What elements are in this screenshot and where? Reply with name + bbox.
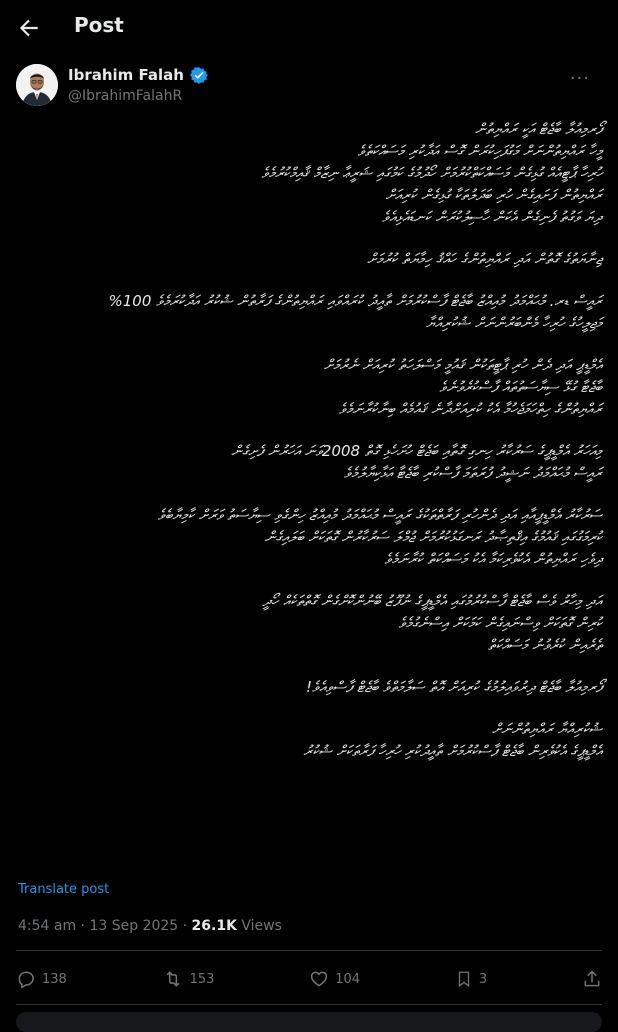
like-button[interactable] [309, 969, 360, 989]
heart-icon [309, 969, 329, 989]
share-icon [582, 969, 602, 989]
translate-post-link[interactable]: Translate post [18, 882, 110, 897]
author-row [16, 64, 602, 112]
post-paragraph-9: ޝުކުރިއްޔާ ރައްޔިތުންނަށް އެމްޑީޕީގެ އެކުވެރިން ބާޖެޓް ފާސްކުރުމަށް ތާއީދުކުރި ހުރިހާ ފަރާތަކަށް ޝުކުރު [303, 720, 602, 760]
share-button[interactable] [582, 969, 602, 989]
more-options-icon[interactable]: ··· [569, 68, 590, 89]
views-label: Views [236, 918, 282, 934]
repost-icon [162, 969, 184, 989]
post-text [18, 118, 602, 878]
avatar-portrait-icon [16, 64, 58, 106]
post-paragraph-1: ފޯރމިއުލާ ބާޖެޓް އަކީ ރައްޔިތުން މީހާ ރައްޔިތުންނަށް މަގުފަހިކުރަން ގޮސް އަދާކުރި މަސައްކަތެވެ ހުރިހާ ޕާޓީއެއް ގުޅިގެން މަސައްކަތްކުރުމަށް ހޯދުމުގެ ކަމުގައި ޝަރީޢާ ނިޒާމް ޤާއިމްކުރުމެވެ ރައްޔިތުން ފަށައިގެން ހުރި ބަދަލުތަކާ ގުޅިގެން ކުރިއަށް ދިޔަ ވަގުތު ފެނިގެން އެކަން ހާސިލުކުރަން ކަނޑައެޅިއެވެ [261, 120, 602, 226]
reply-composer[interactable] [16, 1012, 602, 1032]
like-count: 104 [335, 971, 361, 987]
reply-icon [16, 969, 36, 989]
author-name-row [68, 66, 208, 84]
page-title: Post [74, 13, 124, 37]
reply-count: 138 [42, 971, 67, 987]
verified-badge-icon [190, 66, 208, 84]
divider-top [16, 950, 602, 951]
avatar[interactable] [16, 64, 58, 106]
post-paragraph-7: އަދި މިހާރު ވެސް ބާޖެޓް ފާސްކުރުމުގައި އެމްޑީޕީގެ ނުފޫޒު ބޭނުންކޮށްގެން ގޮތްތަކެއް ހޯދީ ކުރިން ގޮތަކަށް ވިސްނައިގެން ކަމަކަށް އިސްނެގުމެވެ ތެރެއިން ކުރެވުނު މަސައްކަތް [262, 592, 602, 654]
post-timestamp[interactable]: 4:54 am · 13 Sep 2025 · [18, 918, 192, 934]
action-bar [16, 962, 602, 996]
post-paragraph-2: ޖިނާޔަތުގެ ގޮތުން އަދި ރައްޔިތުންގެ ހައްޤު ހިމާޔަތް ކުރުމަށް [367, 250, 602, 268]
views-count: 26.1K [191, 918, 237, 934]
author-handle[interactable]: @IbrahimFalahR [68, 88, 183, 104]
divider-bottom [16, 1004, 602, 1005]
post-paragraph-3: ރައީސް ޑރ. މުޙައްމަދު މުއިއްޒު ބާޖެޓް ފާސްކުރުމަށް ތާއީދު ކުރައްވައި ރައްޔިތުންގެ ފަރާތުން ޝުކުރު އަދާކުރަމެވެ 100% މަޖިލީހުގެ ހުރިހާ މެންބަރުންނަށް ޝުކުރިއްޔާ [108, 292, 602, 332]
top-bar [0, 0, 618, 56]
post-paragraph-8: ފޯރމިއުލާ ބާޖެޓް ދިރުވައިލުމުގެ ކުރިއަށް އޮތް ސަލާމަތްވެ ބާޖެޓް ފާސްވިއެވެ! [306, 678, 602, 696]
bookmark-button[interactable] [455, 969, 487, 989]
repost-count: 153 [189, 971, 215, 987]
bookmark-count: 3 [478, 971, 488, 987]
post-paragraph-6: ސަރުކާރު އެމްޑީޕީއާއި އަދި ދެންހުރި ފަރާތްތަކުގެ ރައީސް މުޙައްމަދު މުއިއްޒު ހިންގެވި ސިޔާސަތު ވަރަށް ކާމިޔާބެވެ ކުރިމަގުގައި ޤައުމުގެ އިޤްތިޞާދު ރަނގަޅުކުރުމަށް ޖުމްލަ ސަރުކާރުން ގޮތަކަށް ބަލައިގެން ދިވެހި ރައްޔިތުން އެކުވެރިކަމާ އެކު މަސައްކަތް ކުރާނަމެވެ [157, 506, 602, 568]
bookmark-icon [455, 969, 473, 989]
back-arrow-icon[interactable] [16, 15, 42, 41]
repost-button[interactable] [162, 969, 215, 989]
author-name[interactable]: Ibrahim Falah [68, 66, 184, 84]
post-meta [18, 918, 282, 934]
post-paragraph-4: އެމްޑީޕީ އަދި ދެން ހުރި ޕާޓީތަކުން ޤައުމީ މަސްލަހަތު ކުރިއަށް ނެރުމަށް ބާޖެޓާ ގުޅޭ ސިޔާސަތުތައް ފާސްކުރެވުނެވެ ރައްޔިތުންގެ ހިތްހަމަޖެހުމާ އެކު ކުރިއަށްދާނެ ޤައުމެއް ބިނާކުރާނަމެވެ [323, 356, 602, 418]
post-paragraph-5: މިއަހަރު އެމްޑީޕީގެ ސަރުކާރު ހިނގި ގޮތާއި ބަޖެޓް ހުށަހެޅި ގޮތް 2008ވަނަ އަހަރުން ފެށިގެން ރައީސް މުޙައްމަދު ނަޝީދު ފުރަތަމަ ފާސްކުރި ބާޖެޓާ އަޅާކިޔާލުމެވެ [231, 442, 602, 482]
reply-button[interactable] [16, 969, 67, 989]
